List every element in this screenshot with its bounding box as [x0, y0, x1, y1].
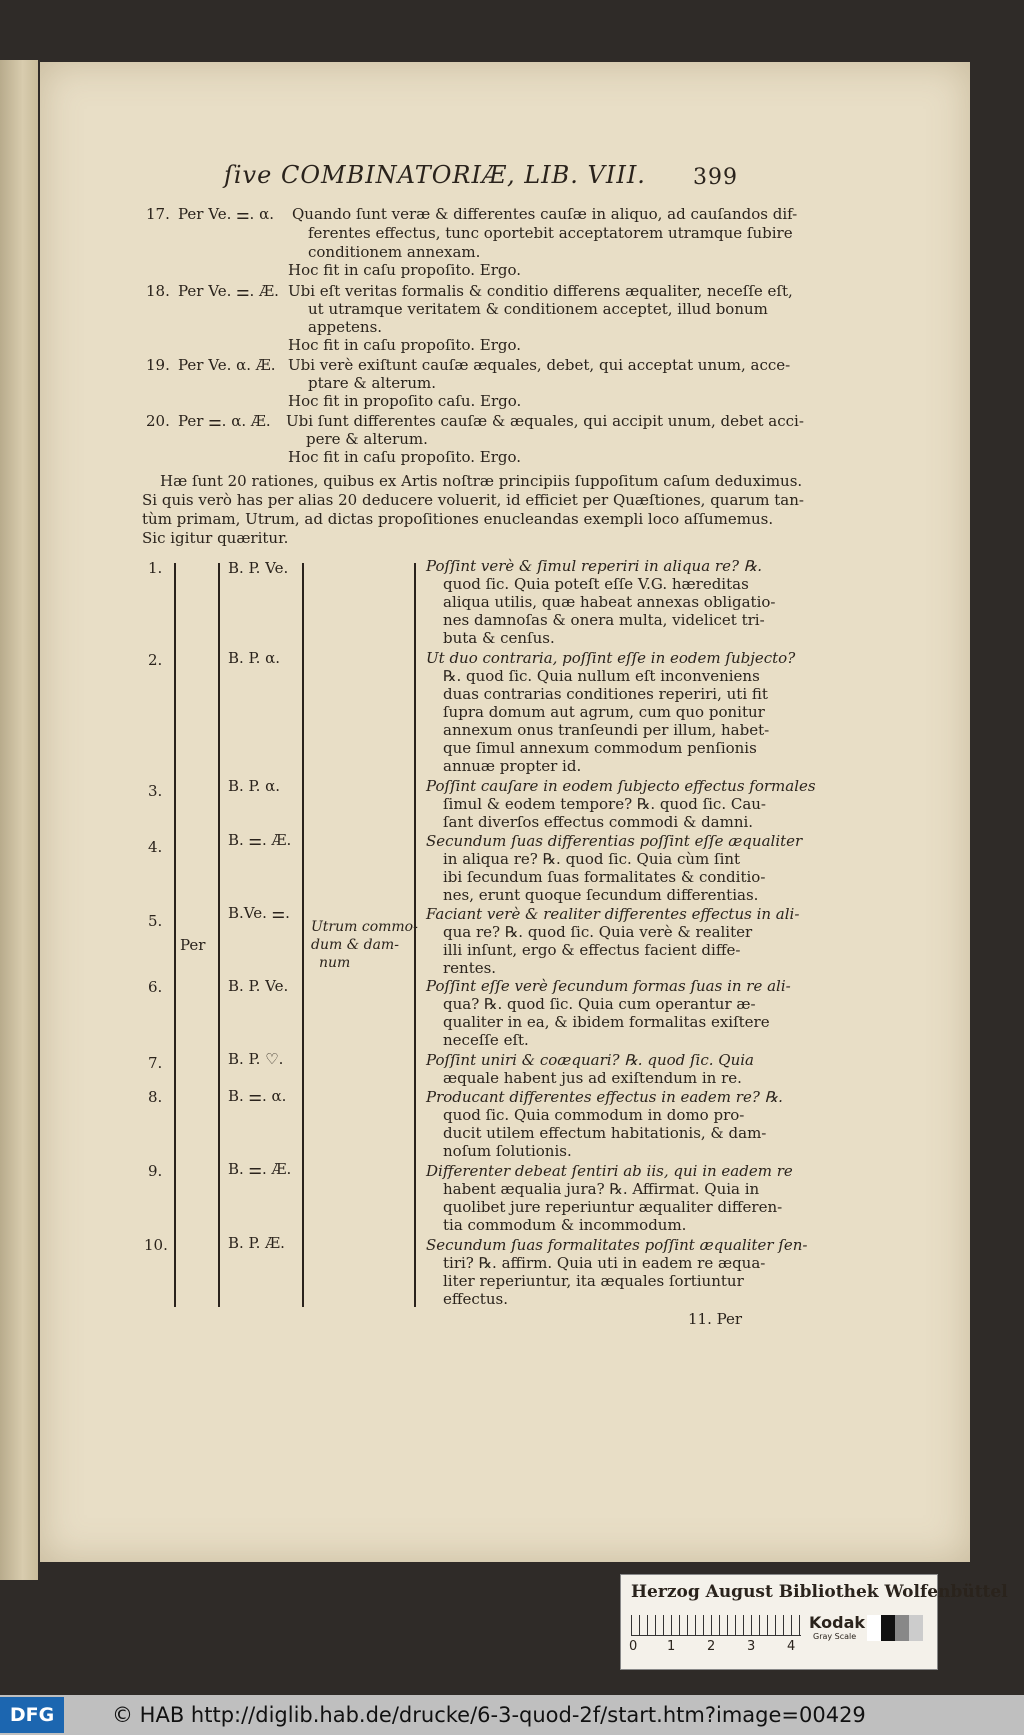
ratio-ergo: Hoc fit in caſu propoſito. Ergo.: [288, 336, 522, 354]
question-line: qua re? ℞. quod ſic. Quia verè & realiter: [443, 923, 753, 941]
row-combination: B. P. Æ.: [228, 1234, 285, 1252]
question-line: Poſſint eſſe verè ſecundum formas ſuas in re ali-: [426, 977, 791, 995]
previous-page-edge: [0, 60, 38, 1580]
question-line: illi inſunt, ergo & effectus facient diffe-: [443, 941, 741, 959]
ratio-line: ut utramque veritatem & conditionem acceptet, illud bonum: [308, 300, 768, 318]
question-line: quod ſic. Quia poteſt eſſe V.G. hæreditas: [443, 575, 749, 593]
running-title: ſive COMBINATORIÆ, LIB. VIII.: [224, 161, 646, 189]
question-line: tiri? ℞. affirm. Quia uti in eadem re æqua-: [443, 1254, 766, 1272]
question-line: ſant diverſos effectus commodi & damni.: [443, 813, 754, 831]
row-combination: B. ⚌. Æ.: [228, 1160, 292, 1178]
ratio-line: conditionem annexam.: [308, 243, 481, 261]
question-line: æquale habent jus ad exiſtendum in re.: [443, 1069, 742, 1087]
question-line: effectus.: [443, 1290, 508, 1308]
library-title: Herzog August Bibliothek Wolfenbüttel: [631, 1582, 1008, 1602]
question-line: tia commodum & incommodum.: [443, 1216, 687, 1234]
question-line: que ſimul annexum commodum penſionis: [443, 739, 757, 757]
subject-line: dum & dam-: [311, 937, 399, 953]
ratio-ergo: Hoc fit in caſu propoſito. Ergo.: [288, 261, 522, 279]
ratio-line: Ubi ſunt differentes cauſæ & æquales, qui accipit unum, debet acci-: [286, 412, 804, 430]
gray-scale-label: Gray Scale: [813, 1632, 857, 1641]
row-combination: B. P. α.: [228, 649, 281, 667]
ratio-line: ferentes effectus, tunc oportebit acceptatorem utramque ſubire: [308, 224, 793, 242]
question-line: annuæ propter id.: [443, 757, 582, 775]
question-line: Poſſint verè & ſimul reperiri in aliqua re? ℞.: [426, 557, 762, 575]
row-combination: B. P. ♡.: [228, 1050, 284, 1068]
ratio-number: 19.: [146, 356, 170, 374]
question-line: ℞. quod ſic. Quia nullum eſt inconveniens: [443, 667, 760, 685]
question-line: Differenter debeat ſentiri ab iis, qui in eadem re: [426, 1162, 793, 1180]
row-number: 4.: [148, 838, 163, 856]
question-line: Ut duo contraria, poſſint eſſe in eodem ſubjecto?: [426, 649, 796, 667]
ratio-label: Per ⚌. α. Æ.: [178, 412, 271, 430]
question-line: nes, erunt quoque ſecundum differentias.: [443, 886, 759, 904]
row-number: 3.: [148, 782, 163, 800]
per-label: Per: [180, 936, 206, 954]
ruler-scale: [631, 1615, 801, 1636]
ruler-tick: 2: [707, 1639, 716, 1654]
question-line: ducit utilem effectum habitationis, & dam-: [443, 1124, 767, 1142]
subject-line: num: [319, 955, 351, 971]
row-number: 5.: [148, 912, 163, 930]
ratio-line: appetens.: [308, 318, 383, 336]
question-line: annexum onus tranſeundi per illum, habet-: [443, 721, 770, 739]
question-line: ſimul & eodem tempore? ℞. quod ſic. Cau-: [443, 795, 766, 813]
dfg-logo: DFG: [0, 1697, 64, 1733]
row-number: 9.: [148, 1162, 163, 1180]
question-line: qualiter in ea, & ibidem formalitas exiſtere: [443, 1013, 770, 1031]
question-line: Secundum ſuas differentias poſſint eſſe æqualiter: [426, 832, 803, 850]
question-line: ſupra domum aut agrum, cum quo ponitur: [443, 703, 765, 721]
gray-scale-swatch: [867, 1615, 923, 1641]
row-number: 8.: [148, 1088, 163, 1106]
row-combination: B.Ve. ⚌.: [228, 904, 290, 922]
question-line: Secundum ſuas formalitates poſſint æqualiter ſen-: [426, 1236, 808, 1254]
question-line: ibi ſecundum ſuas formalitates & conditio-: [443, 868, 766, 886]
question-line: habent æqualia jura? ℞. Affirmat. Quia in: [443, 1180, 760, 1198]
ratio-label: Per Ve. ⚌. α.: [178, 205, 274, 223]
question-line: quod ſic. Quia commodum in domo pro-: [443, 1106, 745, 1124]
ratio-number: 18.: [146, 282, 170, 300]
question-line: qua? ℞. quod ſic. Quia cum operantur æ-: [443, 995, 756, 1013]
row-number: 7.: [148, 1054, 163, 1072]
question-line: Producant differentes effectus in eadem re? ℞.: [426, 1088, 783, 1106]
question-line: in aliqua re? ℞. quod ſic. Quia cùm ſint: [443, 850, 741, 868]
question-line: Poſſint uniri & coæquari? ℞. quod ſic. Quia: [426, 1051, 754, 1069]
paragraph-line: Sic igitur quæritur.: [142, 529, 289, 547]
ratio-ergo: Hoc fit in caſu propoſito. Ergo.: [288, 448, 522, 466]
ratio-label: Per Ve. α. Æ.: [178, 356, 276, 374]
ruler-tick: 1: [667, 1639, 676, 1654]
question-line: Poſſint cauſare in eodem ſubjecto effectus formales: [426, 777, 816, 795]
ratio-line: Quando ſunt veræ & differentes cauſæ in aliquo, ad cauſandos dif-: [292, 205, 798, 223]
question-line: rentes.: [443, 959, 497, 977]
row-combination: B. P. Ve.: [228, 977, 289, 995]
ratio-number: 17.: [146, 205, 170, 223]
question-line: buta & cenſus.: [443, 629, 555, 647]
ruler-tick: 4: [787, 1639, 796, 1654]
paragraph-line: tùm primam, Utrum, ad dictas propoſitiones enucleandas exempli loco aſſumemus.: [142, 510, 774, 528]
question-line: quolibet jure reperiuntur æqualiter differen-: [443, 1198, 783, 1216]
ruler-tick: 3: [747, 1639, 756, 1654]
ratio-line: Ubi verè exiſtunt cauſæ æquales, debet, qui acceptat unum, acce-: [288, 356, 791, 374]
question-line: nes damnoſas & onera multa, videlicet tri-: [443, 611, 765, 629]
question-line: Faciant verè & realiter differentes effectus in ali-: [426, 905, 800, 923]
subject-line: Utrum commo-: [311, 919, 418, 935]
row-combination: B. ⚌. Æ.: [228, 831, 292, 849]
kodak-brand: Kodak: [809, 1613, 865, 1632]
ratio-line: Ubi eſt veritas formalis & conditio differens æqualiter, neceſſe eſt,: [288, 282, 793, 300]
row-combination: B. P. α.: [228, 777, 281, 795]
page-number: 399: [693, 165, 738, 190]
question-line: noſum ſolutionis.: [443, 1142, 572, 1160]
ratio-ergo: Hoc fit in propoſito caſu. Ergo.: [288, 392, 522, 410]
row-number: 1.: [148, 559, 163, 577]
question-line: liter reperiuntur, ita æquales ſortiuntur: [443, 1272, 744, 1290]
ratio-label: Per Ve. ⚌. Æ.: [178, 282, 279, 300]
ratio-line: pere & alterum.: [306, 430, 428, 448]
row-combination: B. P. Ve.: [228, 559, 289, 577]
library-label: [620, 1574, 1008, 1670]
paragraph-line: Si quis verò has per alias 20 deducere voluerit, id efficiet per Quæſtiones, quarum tan-: [142, 491, 804, 509]
question-line: duas contrarias conditiones reperiri, uti fit: [443, 685, 768, 703]
credit-link[interactable]: © HAB http://diglib.hab.de/drucke/6-3-quod-2f/start.htm?image=00429: [112, 1703, 866, 1727]
ratio-line: ptare & alterum.: [308, 374, 436, 392]
question-line: aliqua utilis, quæ habeat annexas obligatio-: [443, 593, 776, 611]
row-combination: B. ⚌. α.: [228, 1087, 287, 1105]
row-number: 2.: [148, 651, 163, 669]
bracket-per-left: [218, 563, 226, 1307]
bracket-combinations: [296, 563, 304, 1307]
row-number: 6.: [148, 978, 163, 996]
ratio-number: 20.: [146, 412, 170, 430]
bracket-numbers: [168, 563, 176, 1307]
catchword: 11. Per: [688, 1310, 743, 1328]
ruler-tick: 0: [629, 1639, 638, 1654]
paragraph-line: Hæ ſunt 20 rationes, quibus ex Artis noſtræ principiis ſuppoſitum caſum deduximus.: [160, 472, 803, 490]
question-line: neceſſe eſt.: [443, 1031, 529, 1049]
row-number: 10.: [144, 1236, 168, 1254]
